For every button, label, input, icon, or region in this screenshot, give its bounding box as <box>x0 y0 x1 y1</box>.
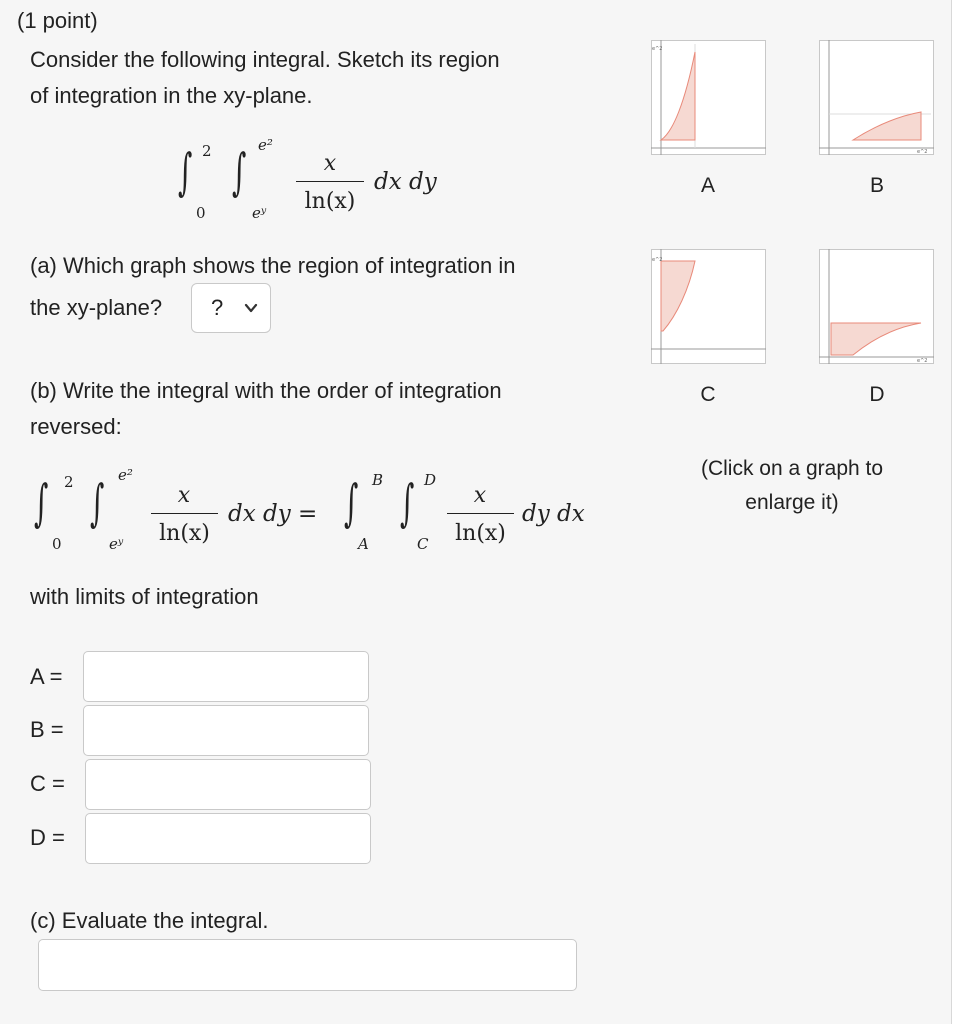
lhs-differentials: dx dy = <box>228 501 318 527</box>
graph-a-thumbnail[interactable] <box>651 40 766 155</box>
part-a-line-1: (a) Which graph shows the region of integration in <box>30 253 516 278</box>
intro-line-2: of integration in the xy-plane. <box>30 83 313 108</box>
rhs-outer-lower-limit: A <box>358 535 369 553</box>
lhs-outer-upper-limit: 2 <box>64 473 74 491</box>
svg-text:e^2: e^2 <box>917 149 928 155</box>
inner-lower-limit: eʸ <box>252 204 267 222</box>
hint-line-1: (Click on a graph to <box>700 457 884 480</box>
lhs-numerator: x <box>177 483 191 508</box>
numerator: x <box>323 151 337 176</box>
inner-integral-sign: ∫ <box>232 143 247 201</box>
rhs-numerator: x <box>473 483 487 508</box>
field-c-label: C = <box>30 771 65 796</box>
outer-integral-sign: ∫ <box>178 143 193 201</box>
graph-d-thumbnail[interactable] <box>819 249 934 364</box>
rhs-outer-integral-sign: ∫ <box>344 474 359 532</box>
inner-upper-limit: e² <box>258 136 273 154</box>
graph-click-hint <box>672 452 912 520</box>
outer-lower-limit: 0 <box>196 204 206 222</box>
intro-line-1: Consider the following integral. Sketch its region <box>30 47 500 72</box>
rhs-differentials: dy dx <box>522 501 585 527</box>
graph-a-label: A <box>700 174 715 197</box>
hint-line-2: enlarge it) <box>745 491 839 514</box>
svg-text:e^2: e^2 <box>917 358 928 364</box>
graph-b-thumbnail[interactable] <box>819 40 934 155</box>
svg-text:e^2: e^2 <box>652 46 663 52</box>
lhs-outer-integral-sign: ∫ <box>34 474 49 532</box>
part-a-line-2: the xy-plane? <box>30 295 163 320</box>
svg-text:e^2: e^2 <box>652 257 663 263</box>
lhs-outer-lower-limit: 0 <box>52 535 62 553</box>
rhs-inner-integral-sign: ∫ <box>400 474 415 532</box>
field-d-label: D = <box>30 825 65 850</box>
graph-c-thumbnail[interactable] <box>651 249 766 364</box>
fraction-bar <box>296 181 364 182</box>
part-c-text: (c) Evaluate the integral. <box>30 908 269 933</box>
select-value: ? <box>211 295 224 320</box>
graph-c-label: C <box>700 383 716 406</box>
field-b-label: B = <box>30 717 64 742</box>
rhs-outer-upper-limit: B <box>372 471 384 489</box>
evaluate-answer-input[interactable] <box>38 939 577 991</box>
limit-d-input[interactable] <box>85 813 371 864</box>
limits-text: with limits of integration <box>30 584 259 609</box>
lhs-inner-lower-limit: eʸ <box>109 535 124 553</box>
differentials: dx dy <box>374 169 437 195</box>
chevron-down-icon <box>244 301 258 315</box>
denominator: ln(x) <box>304 189 356 214</box>
field-a-label: A = <box>30 664 63 689</box>
graph-select-dropdown[interactable] <box>191 283 271 333</box>
lhs-inner-upper-limit: e² <box>118 466 133 484</box>
graph-d-label: D <box>869 383 885 406</box>
rhs-fraction-bar <box>447 513 514 514</box>
limit-b-input[interactable] <box>83 705 369 756</box>
outer-upper-limit: 2 <box>202 142 212 160</box>
rhs-inner-lower-limit: C <box>417 535 429 553</box>
rhs-inner-upper-limit: D <box>424 471 437 489</box>
lhs-inner-integral-sign: ∫ <box>90 474 105 532</box>
graph-b-label: B <box>869 174 884 197</box>
rhs-denominator: ln(x) <box>455 521 506 546</box>
lhs-denominator: ln(x) <box>159 521 210 546</box>
limit-c-input[interactable] <box>85 759 371 810</box>
part-b-line-2: reversed: <box>30 414 122 439</box>
points-label: (1 point) <box>17 8 98 33</box>
lhs-fraction-bar <box>151 513 218 514</box>
limit-a-input[interactable] <box>83 651 369 702</box>
part-b-line-1: (b) Write the integral with the order of integration <box>30 378 502 403</box>
